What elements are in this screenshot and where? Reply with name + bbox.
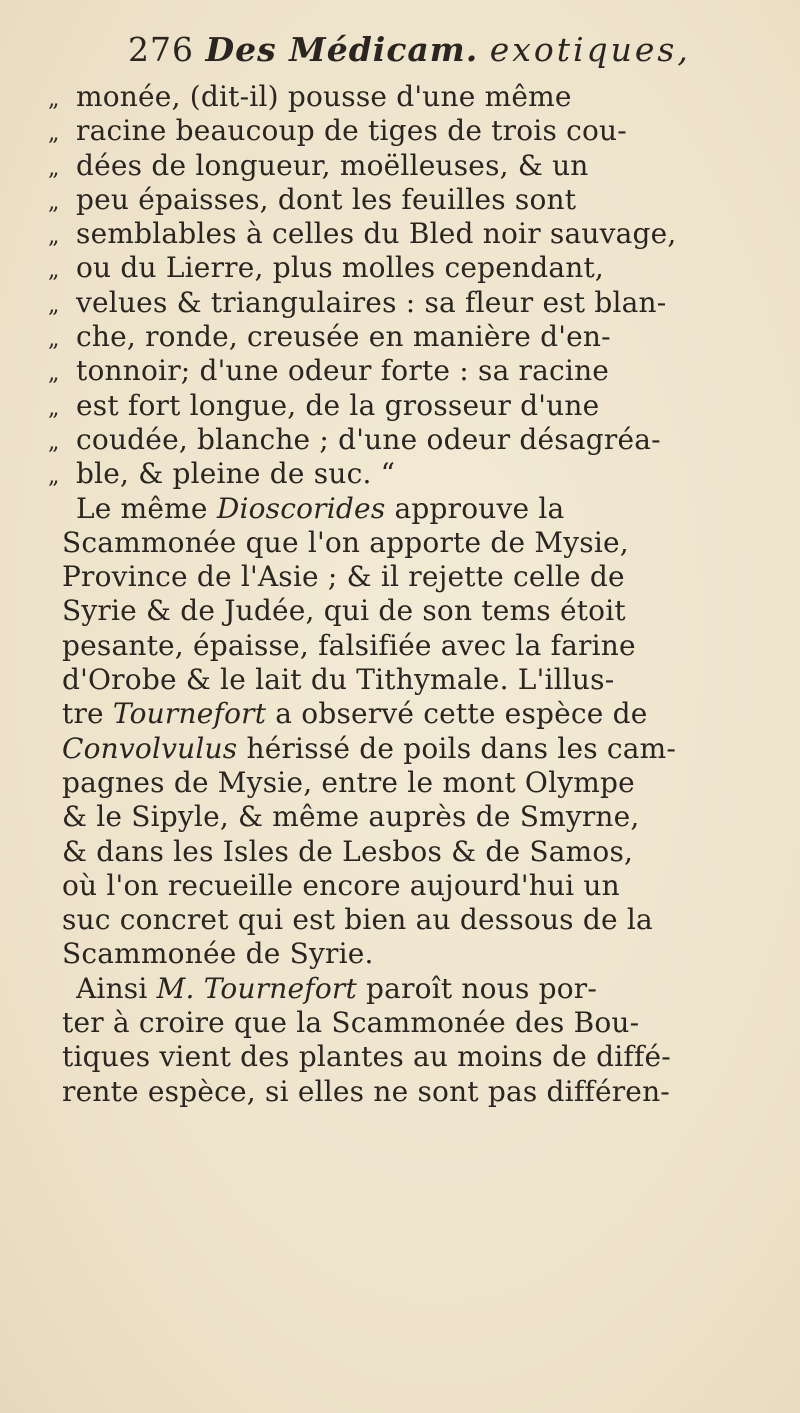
text-segment: hérissé de poils dans les cam- (237, 731, 677, 765)
text-segment: tre (62, 697, 113, 731)
text-line (48, 800, 768, 834)
italic-term: Convolvulus (62, 731, 238, 765)
italic-term: M. Tournefort (156, 971, 357, 1005)
page-number: 276 (128, 30, 194, 69)
text-segment: a observé cette espèce de (266, 697, 648, 731)
text-segment: velues & triangulaires : sa fleur est blan- (76, 285, 667, 319)
italic-term: Dioscorides (216, 491, 386, 525)
text-segment: ter à croire que la Scammonée des Bou- (62, 1006, 640, 1040)
text-line (48, 663, 768, 697)
quotation-mark: „ (48, 361, 60, 387)
text-segment: ble, & pleine de suc. “ (76, 457, 396, 491)
text-line (48, 217, 768, 251)
text-line (48, 80, 768, 114)
text-segment: tiques vient des plantes au moins de diffé- (62, 1040, 671, 1074)
text-line (48, 1075, 768, 1109)
quotation-mark: „ (48, 464, 60, 490)
text-segment: rente espèce, si elles ne sont pas différen- (62, 1074, 670, 1108)
text-line (48, 251, 768, 285)
text-line (48, 972, 768, 1006)
text-segment: est fort longue, de la grosseur d'une (76, 388, 600, 422)
text-segment: Syrie & de Judée, qui de son tems étoit (62, 594, 626, 628)
text-segment: suc concret qui est bien au dessous de la (62, 903, 653, 937)
text-line (48, 457, 768, 491)
text-segment: dées de longueur, moëlleuses, & un (76, 148, 589, 182)
text-segment: d'Orobe & le lait du Tithymale. L'illus- (62, 663, 615, 697)
text-segment: & le Sipyle, & même auprès de Smyrne, (62, 800, 640, 834)
text-line (48, 629, 768, 663)
text-segment: pagnes de Mysie, entre le mont Olympe (62, 765, 635, 799)
text-line (48, 869, 768, 903)
header-title: Des Médicam. (205, 30, 479, 69)
text-segment: Le même (76, 491, 217, 525)
quotation-mark: „ (48, 395, 60, 421)
text-segment: pesante, épaisse, falsifiée avec la farine (62, 628, 636, 662)
text-line (48, 320, 768, 354)
text-line (48, 423, 768, 457)
text-line (48, 526, 768, 560)
text-segment: approuve la (385, 491, 565, 525)
text-line (48, 766, 768, 800)
text-segment: paroît nous por- (356, 971, 598, 1005)
text-line (48, 697, 768, 731)
text-line (48, 354, 768, 388)
text-line (48, 183, 768, 217)
text-line (48, 903, 768, 937)
text-line (48, 732, 768, 766)
text-line (48, 286, 768, 320)
text-line (48, 1040, 768, 1074)
text-line (48, 835, 768, 869)
text-segment: Province de l'Asie ; & il rejette celle de (62, 560, 625, 594)
quotation-mark: „ (48, 327, 60, 353)
quotation-mark: „ (48, 155, 60, 181)
text-line (48, 492, 768, 526)
text-segment: che, ronde, creusée en manière d'en- (76, 320, 611, 354)
text-segment: monée, (dit-il) pousse d'une même (76, 80, 572, 113)
text-segment: coudée, blanche ; d'une odeur désagréa- (76, 422, 661, 456)
text-line (48, 149, 768, 183)
text-segment: Scammonée que l'on apporte de Mysie, (62, 525, 629, 559)
header-subtitle: exotiques, (489, 30, 691, 69)
text-segment: & dans les Isles de Lesbos & de Samos, (62, 834, 634, 868)
text-line (48, 594, 768, 628)
text-segment: ou du Lierre, plus molles cependant, (76, 251, 605, 285)
quotation-mark: „ (48, 87, 60, 112)
text-segment: semblables à celles du Bled noir sauvage, (76, 217, 677, 251)
italic-term: Tournefort (112, 697, 267, 731)
text-segment: Ainsi (76, 971, 157, 1005)
running-header (128, 30, 691, 80)
text-line (48, 560, 768, 594)
text-line (48, 1006, 768, 1040)
text-segment: tonnoir; d'une odeur forte : sa racine (76, 354, 610, 388)
text-segment: où l'on recueille encore aujourd'hui un (62, 868, 620, 902)
text-line (48, 937, 768, 971)
quotation-mark: „ (48, 189, 60, 215)
text-segment: racine beaucoup de tiges de trois cou- (76, 114, 627, 148)
quotation-mark: „ (48, 258, 60, 284)
text-segment: Scammonée de Syrie. (62, 937, 374, 971)
quotation-mark: „ (48, 224, 60, 250)
text-segment: peu épaisses, dont les feuilles sont (76, 182, 577, 216)
body-text (48, 80, 768, 1109)
quotation-mark: „ (48, 121, 60, 147)
text-line (48, 389, 768, 423)
quotation-mark: „ (48, 429, 60, 455)
text-line (48, 114, 768, 148)
quotation-mark: „ (48, 292, 60, 318)
